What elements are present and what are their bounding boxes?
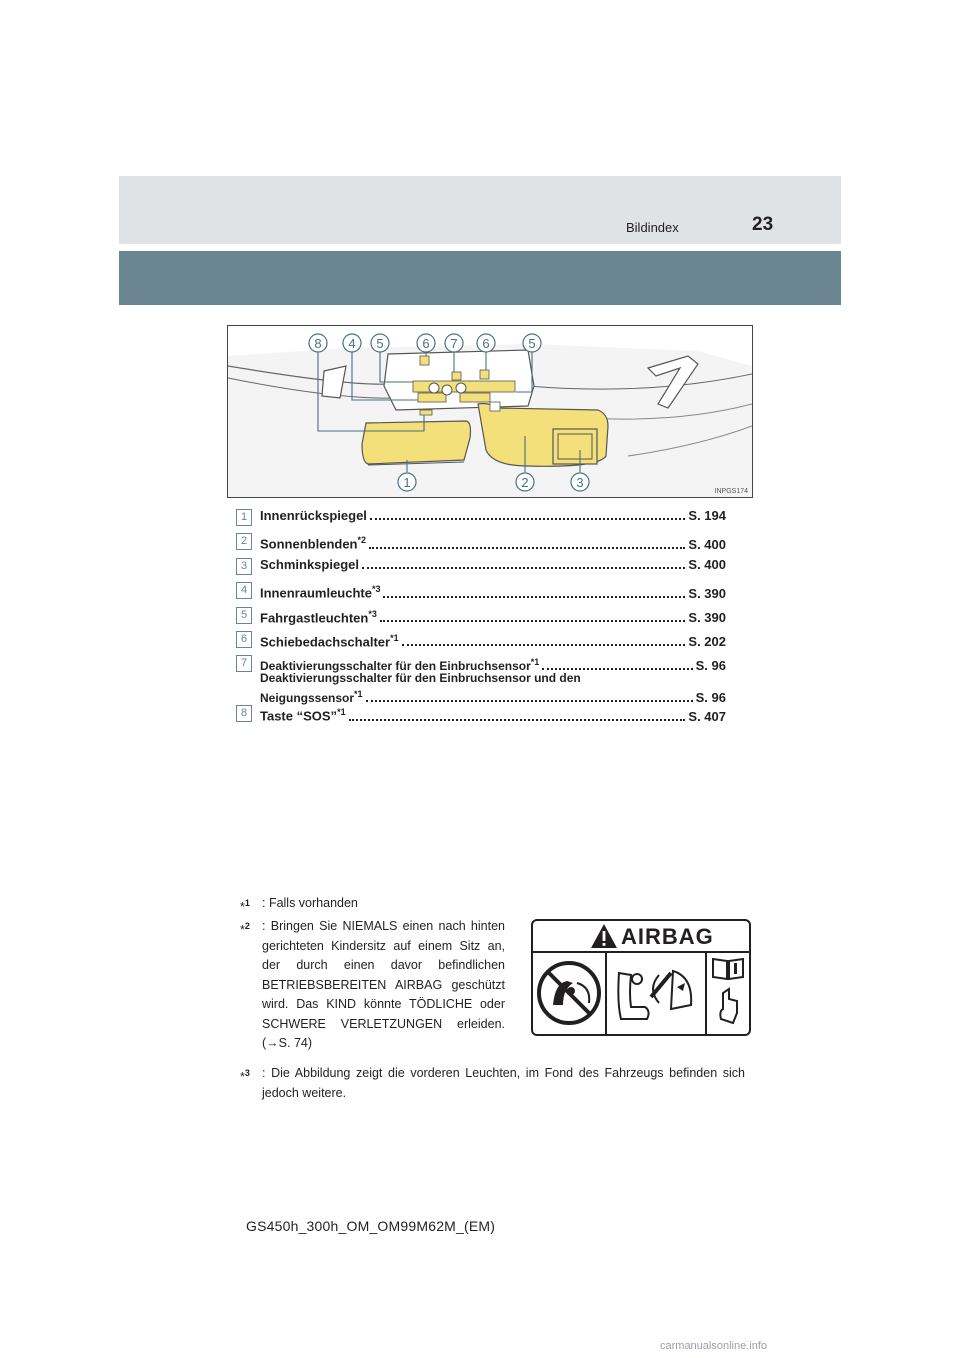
watermark: carmanualsonline.info bbox=[660, 1340, 768, 1352]
entry-page-link[interactable]: S. 407 bbox=[688, 708, 726, 724]
entry-label: Innenrückspiegel bbox=[260, 508, 367, 523]
entry-page-link-2[interactable]: S. 96 bbox=[695, 690, 726, 706]
index-entry-2 bbox=[236, 532, 726, 556]
footnote-ref: *1 bbox=[390, 632, 399, 643]
entry-label: Schiebedachschalter bbox=[260, 634, 391, 650]
entry-label-line2: Deaktivierungsschalter für den Einbruchsensor und den bbox=[260, 671, 581, 686]
callout-6b: 6 bbox=[482, 336, 490, 351]
image-code: INPGS174 bbox=[714, 488, 748, 495]
callout-4: 4 bbox=[348, 336, 356, 351]
entry-page-link[interactable]: S. 390 bbox=[688, 585, 726, 601]
footnote-3: *$^3$ : Die Abbildung zeigt die vorderen Leuchten, im Fond des Fahrzeugs befinden sich jedoch weitere. bbox=[240, 1066, 745, 1100]
index-entry-4 bbox=[236, 581, 726, 605]
no-child-seat-icon bbox=[533, 953, 607, 1034]
entry-label: Schminkspiegel bbox=[260, 556, 359, 572]
callout-1: 1 bbox=[403, 475, 411, 490]
callout-3: 3 bbox=[576, 475, 584, 490]
index-entry-5 bbox=[236, 606, 726, 630]
callout-2: 2 bbox=[521, 475, 529, 490]
entry-label: Deaktivierungsschalter für den Einbruchsensor bbox=[260, 659, 531, 674]
airbag-title: AIRBAG bbox=[621, 924, 714, 949]
callout-5: 5 bbox=[376, 336, 384, 351]
footnote-ref: *1 bbox=[354, 689, 363, 700]
airbag-warning-label bbox=[531, 919, 751, 1036]
footnote-2: *$^2$ : Bringen Sie NIEMALS einen nach hinten gerichteten Kindersitz auf einem Sitz an, der durch einen davor befindlichen BETRIEBSBEREITEN AIRBAG geschützt wird. Das KIND könnte TÖDLICHE oder SCHWERE VERLETZUNGEN erleiden. (→S. 74) bbox=[240, 919, 505, 1050]
number-box: 5 bbox=[236, 607, 252, 624]
entry-label-line3: Neigungssensor bbox=[260, 691, 355, 706]
callout-5b: 5 bbox=[528, 336, 536, 351]
callout-6: 6 bbox=[422, 336, 430, 351]
read-manual-icon bbox=[707, 953, 749, 1034]
index-entry-7 bbox=[236, 654, 726, 704]
entry-label: Sonnenblenden bbox=[260, 536, 358, 552]
entry-page-link[interactable]: S. 96 bbox=[695, 658, 726, 674]
entry-page-link[interactable]: S. 202 bbox=[688, 634, 726, 650]
index-list bbox=[236, 508, 726, 729]
section-bar bbox=[119, 251, 841, 305]
document-code: GS450h_300h_OM_OM99M62M_(EM) bbox=[246, 1218, 496, 1234]
number-box: 6 bbox=[236, 631, 252, 648]
callout-8: 8 bbox=[314, 336, 322, 351]
entry-page-link[interactable]: S. 390 bbox=[688, 609, 726, 625]
number-box: 7 bbox=[236, 655, 252, 672]
index-entry-8 bbox=[236, 704, 726, 728]
entry-label: Innenraumleuchte bbox=[260, 585, 372, 601]
illustration-svg bbox=[228, 326, 752, 497]
number-box: 8 bbox=[236, 705, 252, 722]
number-box: 4 bbox=[236, 582, 252, 599]
index-entry-3 bbox=[236, 557, 726, 581]
number-box: 3 bbox=[236, 558, 252, 575]
number-box: 1 bbox=[236, 509, 252, 526]
footnote-ref: *2 bbox=[357, 535, 367, 546]
header-title: Bildindex bbox=[626, 220, 679, 235]
footnote-1: *$^1$ : Falls vorhanden bbox=[240, 896, 358, 915]
overhead-console-illustration bbox=[227, 325, 753, 498]
airbag-deploy-icon bbox=[607, 953, 707, 1034]
footnote-ref: *1 bbox=[530, 657, 540, 668]
header-band bbox=[119, 176, 841, 244]
entry-label: Fahrgastleuchten bbox=[260, 609, 369, 625]
entry-page-link[interactable]: S. 400 bbox=[688, 536, 726, 552]
entry-page-link[interactable]: S. 194 bbox=[688, 508, 726, 523]
footnote-ref: *1 bbox=[337, 707, 346, 718]
entry-label: Taste “SOS” bbox=[260, 708, 338, 724]
footnote-ref: *3 bbox=[368, 608, 377, 619]
footnote-ref: *3 bbox=[371, 584, 381, 595]
callout-7: 7 bbox=[450, 336, 458, 351]
index-entry-6 bbox=[236, 630, 726, 654]
index-entry-1 bbox=[236, 508, 726, 532]
entry-page-link[interactable]: S. 400 bbox=[688, 556, 726, 572]
warning-triangle-icon bbox=[589, 922, 619, 950]
number-box: 2 bbox=[236, 533, 252, 550]
page-number: 23 bbox=[752, 214, 774, 235]
